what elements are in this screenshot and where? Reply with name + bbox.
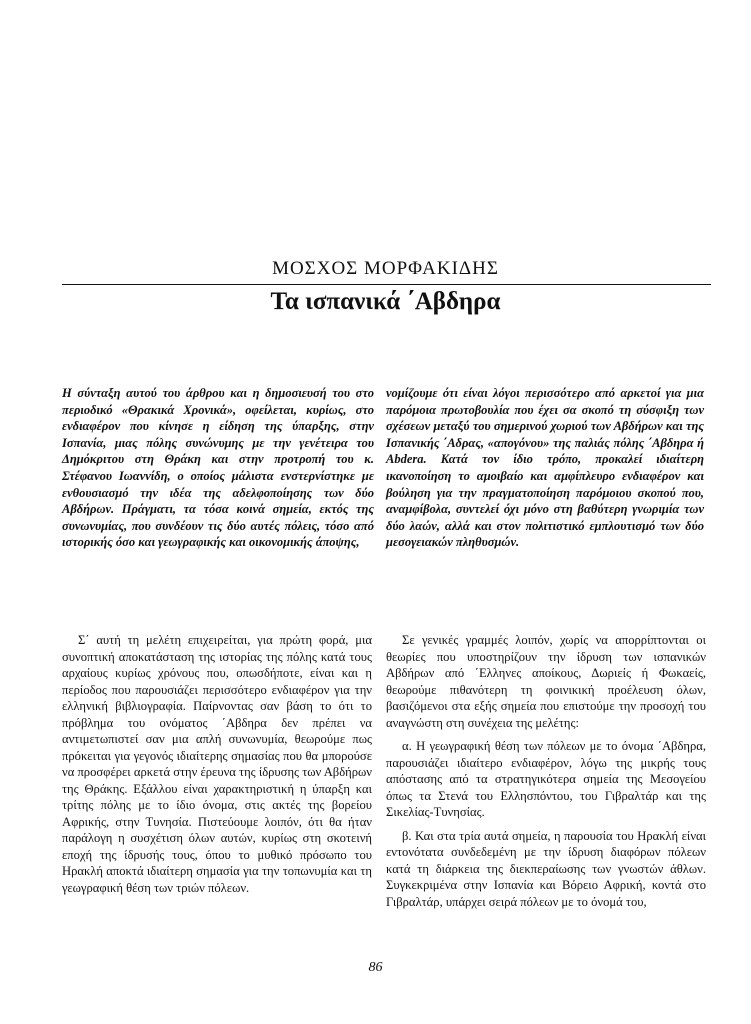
- body-paragraph: α. Η γεωγραφική θέση των πόλεων με το όνομα ΄Αβδηρα, παρουσιάζει ιδιαίτερο ενδιαφέρον, λόγω της μικρής τους απόστασης από τα στρατηγικότερα σημεία της Μεσογείου όπως τα Στενά του Ελλησπόντου, του Γιβραλτάρ και της Σικελίας-Τυνησίας.: [386, 739, 706, 819]
- page-number: 86: [368, 960, 383, 975]
- body-paragraph: Σ΄ αυτή τη μελέτη επιχειρείται, για πρώτη φορά, μια συνοπτική αποκατάσταση της ιστορίας της πόλης κατά τους αρχαίους κυρίως χρόνους που, οπωσδήποτε, είναι και η περίοδος που παρουσιάζει περισσότερο ενδιαφέρον για την ελληνική βιβλιογραφία. Παίρνοντας σαν βάση το ότι το πρόβλημα του ονόματος ΄Αβδηρα δεν πρέπει να αντιμετωπιστεί σαν μια απλή συνωνυμία, θεωρούμε πως πρόκειται για γεγονός ιδιαίτερης σημασίας που θα μπορούσε να προσφέρει αρκετά στην έρευνα της ίδρυσης των Αβδήρων της Θράκης. Εξάλλου είναι χαρακτηριστική η ύπαρξη και τρίτης πόλης με το ίδιο όνομα, στις ακτές της βορείου Αφρικής, στην Τυνησία. Πιστεύουμε λοιπόν, ότι θα ήταν παράλογη η συσχέτιση όλων αυτών, κυρίως στη σκοτεινή εποχή της ίδρυσής τους, όπου το μυθικό πρόσωπο του Ηρακλή αποκτά ιδιαίτερη σημασία για την τοπωνυμία και τη γεωγραφική θέση των τριών πόλεων.: [62, 633, 372, 895]
- author-name: ΜΟΣΧΟΣ ΜΟΡΦΑΚΙΔΗΣ: [272, 258, 499, 279]
- article-title: Τα ισπανικά ΄Αβδηρα: [270, 288, 501, 315]
- body-right-column: [386, 632, 706, 917]
- abstract-left-column: Η σύνταξη αυτού του άρθρου και η δημοσιευσή του στο περιοδικό «Θρακικά Χρονικά», οφείλεται, κυρίως, στο ενδιαφέρον που κίνησε η είδηση της ύπαρξης, στην Ισπανία, μιας πόλης συνώνυμης με την γενέτειρα του Δημόκριτου στη Θράκη και στην προτροπή του κ. Στέφανου Ιωαννίδη, ο οποίος μάλιστα ενστερνίστηκε με ενθουσιασμό την ιδέα της αδελφοποίησης των δύο Αβδήρων. Πράγματι, τα τόσα κοινά σημεία, εκτός της συνωνυμίας, που συνδέουν τις δύο αυτές πόλεις, τόσο από ιστορικής όσο και γεωγραφικής και οικονομικής άποψης,: [62, 386, 374, 550]
- abstract-right-column: νομίζουμε ότι είναι λόγοι περισσότερο από αρκετοί για μια παρόμοια πρωτοβουλία που έχει σα σκοπό τη σύσφιξη των σχέσεων μεταξύ του σημερινού χωριού των Αβδήρων και της Ισπανικής ΄Αδρας, «απογόνου» της παλιάς πόλης ΄Αβδηρα ή Abdera. Κατά τον ίδιο τρόπο, προκαλεί ιδιαίτερη ικανοποίηση το αμοιβαίο και αμφίπλευρο ενδιαφέρον και βούληση για την πραγματοποίηση παρόμοιου σκοπού που, αναμφίβολα, συντελεί όχι μόνο στη βαθύτερη γνωριμία των δύο λαών, αλλά και στον πολιτιστικό εμπλουτισμό των δύο μεσογειακών πληθυσμών.: [386, 386, 704, 550]
- body-paragraph: β. Και στα τρία αυτά σημεία, η παρουσία του Ηρακλή είναι εντονότατα συνδεδεμένη με την ίδρυση διαφόρων πόλεων κατά τη διάρκεια της διεκπεραίωσης των γνωστών άθλων. Συγκεκριμένα στην Ισπανία και Βόρειο Αφρική, κοντά στο Γιβραλτάρ, υπάρχει σειρά πόλεων με το όνομά του,: [386, 828, 706, 909]
- body-left-column: [62, 632, 372, 903]
- title-rule: [62, 284, 711, 285]
- body-paragraph: Σε γενικές γραμμές λοιπόν, χωρίς να απορρίπτονται οι θεωρίες που υποστηρίζουν την ίδρυση των ισπανικών Αβδήρων από ΄Ελληνες αποίκους, Δωριείς ή Φωκαείς, θεωρούμε πιθανότερη τη φοινικική προέλευση όλων, βασιζόμενοι στα εξής σημεία που επιστούμε την προσοχή του αναγνώστη στη συνέχεια της μελέτης:: [386, 633, 706, 730]
